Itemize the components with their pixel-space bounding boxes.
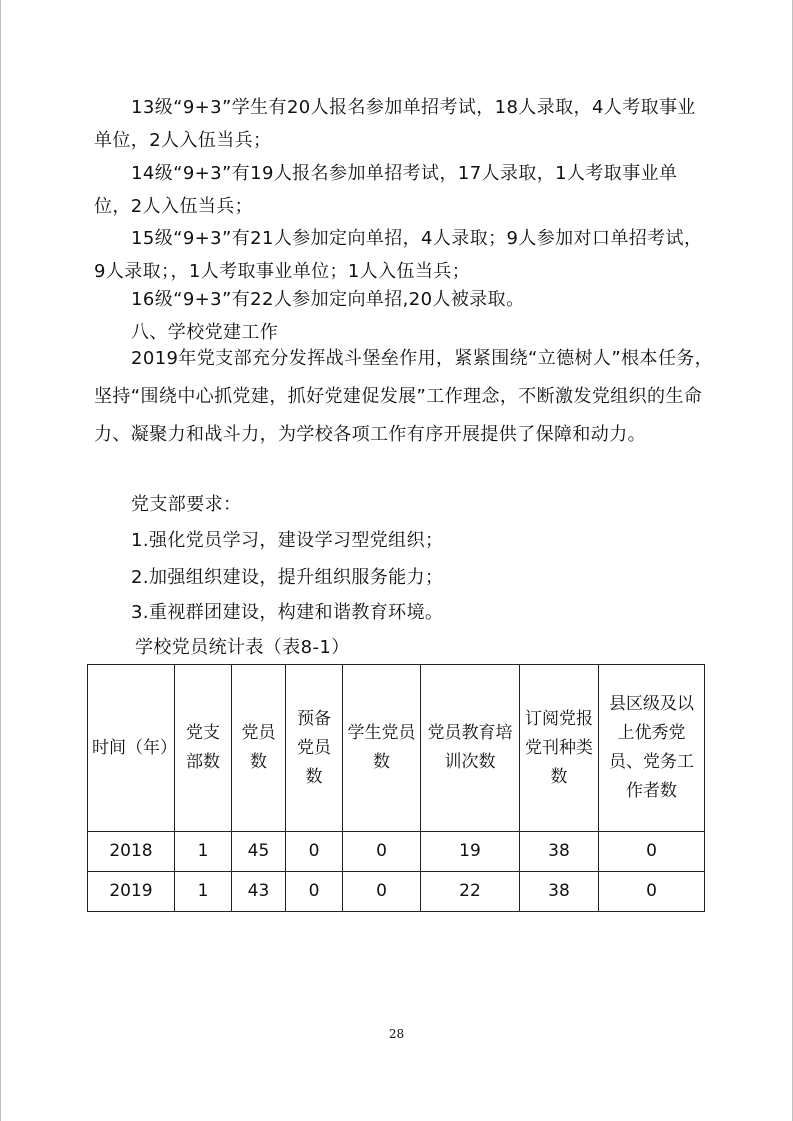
header-branch-count: 党支部数 xyxy=(175,665,232,832)
table-cell: 0 xyxy=(286,872,343,912)
table-cell: 0 xyxy=(599,832,705,872)
requirement-item: 1.强化党员学习，建设学习型党组织； xyxy=(131,530,444,551)
requirement-item: 3.重视群团建设，构建和谐教育环境。 xyxy=(131,602,444,623)
header-year: 时间（年） xyxy=(88,665,175,832)
party-member-stats-table xyxy=(87,664,705,912)
header-periodical-count: 订阅党报党刊种类数 xyxy=(520,665,599,832)
page-edge-left xyxy=(0,0,1,1121)
requirements-title: 党支部要求： xyxy=(131,494,242,515)
header-member-count: 党员数 xyxy=(232,665,286,832)
table-row xyxy=(88,832,705,872)
page-number: 28 xyxy=(388,1027,405,1041)
table-cell: 0 xyxy=(343,832,421,872)
enrollment-paragraph: 13级“9+3”学生有20人报名参加单招考试，18人录取，4人考取事业单位，2人入伍当兵； xyxy=(94,97,696,151)
table-cell: 38 xyxy=(520,872,599,912)
enrollment-paragraph: 14级“9+3”有19人报名参加单招考试，17人录取，1人考取事业单位，2人入伍当兵； xyxy=(94,163,678,217)
intro-paragraph: 2019年党支部充分发挥战斗堡垒作用，紧紧围绕“立德树人”根本任务，坚持“围绕中心抓党建，抓好党建促发展”工作理念，不断激发党组织的生命力、凝聚力和战斗力，为学校各项工作有序开展提供了保障和动力。 xyxy=(94,348,714,445)
table-cell: 2019 xyxy=(88,872,175,912)
table-caption: 学校党员统计表（表8-1） xyxy=(135,637,350,658)
header-training-count: 党员教育培训次数 xyxy=(421,665,520,832)
table-row xyxy=(88,872,705,912)
table-cell: 0 xyxy=(286,832,343,872)
table-cell: 0 xyxy=(599,872,705,912)
enrollment-paragraph: 15级“9+3”有21人参加定向单招，4人录取；9人参加对口单招考试，9人录取；，1人考取事业单位；1人入伍当兵； xyxy=(94,228,703,282)
section-heading: 八、学校党建工作 xyxy=(131,322,279,343)
table-cell: 2018 xyxy=(88,832,175,872)
table-cell: 0 xyxy=(343,872,421,912)
table-header-row xyxy=(88,665,705,832)
header-student-member-count: 学生党员数 xyxy=(343,665,421,832)
table-cell: 1 xyxy=(175,872,232,912)
header-outstanding-count: 县区级及以上优秀党员、党务工作者数 xyxy=(599,665,705,832)
enrollment-paragraph: 16级“9+3”有22人参加定向单招,20人被录取。 xyxy=(131,289,525,310)
table-cell: 38 xyxy=(520,832,599,872)
requirement-item: 2.加强组织建设，提升组织服务能力； xyxy=(131,567,444,588)
table-cell: 45 xyxy=(232,832,286,872)
table-cell: 22 xyxy=(421,872,520,912)
table-cell: 43 xyxy=(232,872,286,912)
table-cell: 19 xyxy=(421,832,520,872)
table-cell: 1 xyxy=(175,832,232,872)
header-probationary-count: 预备党员数 xyxy=(286,665,343,832)
